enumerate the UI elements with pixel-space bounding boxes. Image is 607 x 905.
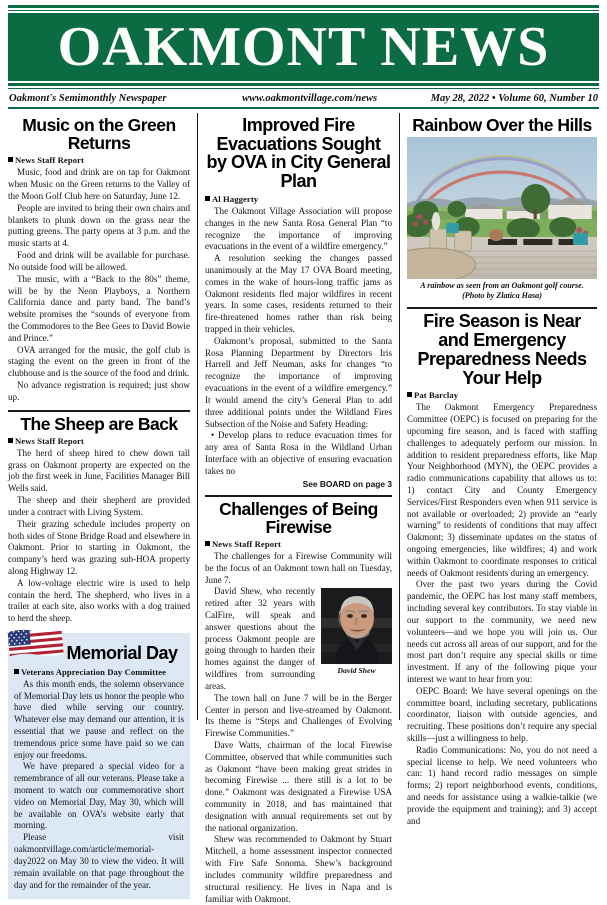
- headline-rainbow: Rainbow Over the Hills: [412, 115, 592, 135]
- paragraph: OEPC Board: We have several openings on the committee board, including secretary, publications coordinator, liaison with outside agencies, and recruiting. These positions don’t require any special skills—just a willingness to help.: [407, 685, 597, 744]
- column-3: [400, 113, 597, 826]
- folio-issue: May 28, 2022 • Volume 60, Number 10: [430, 93, 598, 104]
- paragraph: OVA arranged for the music, the golf club is staging the event on the green in front of the clubhouse and is the source of the food and drink.: [8, 344, 190, 379]
- headline-music: Music on the Green Returns: [22, 115, 176, 154]
- article-fire-season-is-near: [407, 312, 597, 827]
- paragraph: Dave Watts, chairman of the local Firewise Committee, observed that while communities such as Oakmont “have been making great strides in becoming Firewise ... there still is a lot to be done.” Oakmont was designated a Firewise USA community in 2018, and has maintained that designation with annual requirements set out by the national organization.: [205, 739, 392, 833]
- paragraph: The town hall on June 7 will be in the Berger Center in person and live-streamed by Oakmont. Its theme is “Steps and Challenges of Evolving Firewise Communities.”: [205, 692, 392, 739]
- article-improved-fire-evacuations: [205, 116, 392, 489]
- caption-line-2: (Photo by Zlatica Hasa): [462, 291, 542, 301]
- byline-bullet-icon: [205, 196, 210, 201]
- paragraph: A resolution seeking the changes passed unanimously at the May 17 OVA Board meeting, comes in the wake of hours-long traffic jams as Oakmont residents fled major wildfires in recent years. In some cases, residents returned to their fire-threatened homes rather than risk being trapped in their vehicles.: [205, 253, 392, 334]
- section-divider: [407, 307, 597, 309]
- paragraph: David Shew, who recently retired after 32 years with CalFire, will speak and answer questions about the process Oakmont people are going through to harden their homes against the danger of wildfires from surrounding areas.: [205, 586, 315, 691]
- paragraph: Food and drink will be available for purchase. No outside food will be allowed.: [8, 250, 190, 272]
- byline-sheep: [8, 436, 190, 446]
- column-2: [197, 113, 400, 904]
- american-flag-icon: [5, 625, 65, 670]
- byline-bullet-icon: [205, 541, 210, 546]
- byline-evacuations: [205, 194, 392, 204]
- paragraph: People are invited to bring their own chairs and blankets to plunk down on the grass near the putting greens. The party opens at 3 p.m. and the music starts at 4.: [8, 202, 190, 249]
- byline-firewise: [205, 539, 392, 549]
- paragraph: The challenges for a Firewise Community will be the focus of an Oakmont town hall on Tuesday, June 7.: [205, 550, 392, 585]
- paragraph: Their grazing schedule includes property on both sides of Stone Bridge Road and elsewhere in Oakmont. Prior to starting in Oakmont, the company’s herd was grazing sub-HOA property along Highway 12.: [8, 518, 190, 576]
- photo-david-shew: [321, 588, 392, 664]
- paragraph-bullet: • Develop plans to reduce evacuation times for any area of Santa Rosa in the Wildland Urban Interface with an objective of ensuring evacuation takes no: [205, 430, 392, 476]
- paragraph: Oakmont’s proposal, submitted to the Santa Rosa Planning Department by Directors Iris Harrell and Jeff Neuman, asks for changes “to recognize the importance of improving evacuations in the event of a wildfire emergency.” It would amend the city’s General Plan to add three additional points under the Wildland Fires Subsection of the Noise and Safety Heading:: [205, 335, 392, 429]
- article-challenges-of-being-firewise: [205, 500, 392, 905]
- jump-line-board[interactable]: See BOARD on page 3: [302, 478, 392, 489]
- folio-tagline: Oakmont's Semimonthly Newspaper: [9, 93, 167, 104]
- headline-firewise: Challenges of Being Firewise: [219, 498, 378, 537]
- paragraph: As this month ends, the solemn observance of Memorial Day lets us honor the people who have died while serving our country. Whatever else may demand our attention, it is essential that we pause and reflect on the tremendous price some have paid so we can enjoy our freedoms.: [14, 678, 184, 760]
- folio-website[interactable]: www.oakmontvillage.com/news: [242, 93, 378, 104]
- byline-text: News Staff Report: [15, 435, 85, 446]
- headline-memorial-day: Memorial Day: [66, 643, 178, 663]
- section-divider: [8, 410, 190, 412]
- headline-fire-season: Fire Season is Near and Emergency Preparedness Needs Your Help: [417, 311, 587, 388]
- folio-rule: [8, 107, 599, 109]
- byline-text: Pat Barclay: [414, 390, 459, 401]
- masthead-title: OAKMONT NEWS: [57, 16, 550, 78]
- byline-bullet-icon: [8, 438, 13, 443]
- photo-david-shew-wrapper: [321, 588, 392, 675]
- paragraph: The herd of sheep hired to chew down tall grass on Oakmont property are expected on the job the first week in June, Facilities Manager Bill Wells said.: [8, 447, 190, 494]
- article-the-sheep-are-back: [8, 415, 190, 625]
- byline-text: Al Haggerty: [212, 193, 259, 204]
- byline-music: [8, 155, 190, 165]
- masthead-rule-thin-top: [8, 10, 599, 11]
- folio-bar: [8, 89, 599, 107]
- column-1: [8, 113, 197, 890]
- article-memorial-day: [8, 633, 190, 899]
- paragraph: Please visit oakmontvillage.com/article/memorial-day2022 on May 30 to view the video. It will remain available on that page throughout the day and for the remainder of the year.: [14, 832, 184, 890]
- byline-bullet-icon: [8, 157, 13, 162]
- byline-memorial: [14, 667, 184, 677]
- paragraph: We have prepared a special video for a remembrance of all our veterans. Please take a moment to watch our commemorative short video on Memorial Day, May 30, which will be available on OVA’s website early that morning.: [14, 761, 184, 831]
- masthead-band: [8, 13, 599, 81]
- columns-container: [8, 113, 599, 904]
- paragraph: No advance registration is required; just show up.: [8, 380, 190, 402]
- paragraph: The Oakmont Village Association will propose changes in the new Santa Rosa General Plan “to recognize the importance of improving evacuations in the event of a wildfire emergency.”: [205, 205, 392, 252]
- byline-text: Veterans Appreciation Day Committee: [21, 666, 167, 677]
- paragraph: The music, with a “Back to the 80s” theme, will be by the Neon Playboys, a Northern California dance and party band. The band’s website promises the “sounds of everyone from the Commodores to the Bee Gees to David Bowie and Prince.”: [8, 273, 190, 343]
- byline-bullet-icon: [407, 392, 412, 397]
- masthead-rule-top: [8, 5, 599, 8]
- paragraph: The sheep and their shepherd are provided under a contract with Living System.: [8, 495, 190, 517]
- paragraph: Radio Communications: No, you do not need a special license to help. We need volunteers who can: 1) hand record radio messages on simple forms; 2) report neighborhood events, conditions, and needs for assistance using a walkie-talkie (we provide the equipment and training); and 3) accept and: [407, 744, 597, 826]
- masthead: [8, 5, 599, 109]
- article-music-on-the-green: [8, 116, 190, 404]
- photo-caption-rainbow: [407, 281, 597, 301]
- paragraph: The Oakmont Emergency Preparedness Committee (OEPC) is focused on preparing for the upcoming fire season, and is faced with staffing challenges to adequately perform our mission. In addition to resident preparedness efforts, like Map Your Neighborhood (MYN), the OEPC provides a radio communications capability that allows us to: 1) contact City and County Emergency Services/First Responders even when 911 service is not available or overloaded; 2) provide an “early warning” to residents of conditions that may affect Oakmont; 3) disseminate updates on the status of ongoing emergencies, like wildfires; 4) and work within Oakmont to coordinate responses to critical needs of Oakmont residents during an emergency.: [407, 402, 597, 578]
- newspaper-page: [0, 5, 607, 904]
- section-divider: [205, 495, 392, 497]
- caption-line-1: A rainbow as seen from an Oakmont golf course.: [420, 281, 584, 291]
- byline-fire-season: [407, 390, 597, 400]
- headline-evacuations: Improved Fire Evacuations Sought by OVA in City General Plan: [206, 115, 391, 192]
- byline-bullet-icon: [14, 669, 19, 674]
- byline-text: News Staff Report: [15, 155, 85, 166]
- article-rainbow-over-the-hills: [407, 116, 597, 301]
- photo-caption-david-shew: David Shew: [337, 666, 376, 676]
- paragraph: A low-voltage electric wire is used to help contain the herd. The shepherd, who lives in a trailer at each site, also works with a dog trained to herd the sheep.: [8, 577, 190, 624]
- headline-sheep: The Sheep are Back: [20, 413, 178, 434]
- paragraph: Music, food and drink are on tap for Oakmont when Music on the Green returns to the Valley of the Moon Golf Club here on Saturday, June 12.: [8, 167, 190, 201]
- paragraph: Over the past two years during the Covid pandemic, the OEPC has lost many staff members, including several key contributors. To stay viable in our support to the community, we need new volunteers—and we hope you will join us. Our needs cut across all areas of our support, and for the most part don’t require any special skills or time investment. If any of the following pique your interest we want to hear from you:: [407, 579, 597, 684]
- paragraph: Shew was recommended to Oakmont by Stuart Mitchell, a home assessment inspector connected with Fire Safe Sonoma. Shew’s background includes community wildfire preparedness and structural resiliency. He lives in Napa and is familiar with Oakmont.: [205, 834, 392, 904]
- byline-text: News Staff Report: [212, 538, 282, 549]
- masthead-rule-bottom: [8, 83, 599, 86]
- photo-rainbow-golf-course: [407, 137, 597, 279]
